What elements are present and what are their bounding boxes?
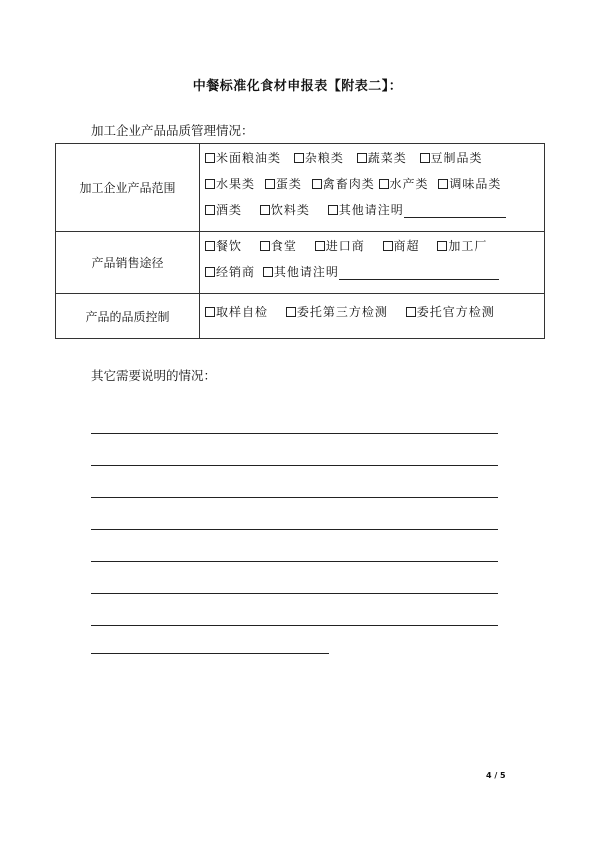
writing-line[interactable] (91, 529, 498, 530)
checkbox-option[interactable]: 委托官方检测 (406, 304, 495, 320)
checkbox-icon[interactable] (263, 267, 273, 277)
option-line (205, 202, 540, 228)
row-label: 产品销售途径 (56, 232, 200, 294)
checkbox-icon[interactable] (286, 307, 296, 317)
option-line (205, 304, 540, 330)
writing-line[interactable] (91, 433, 498, 434)
section-intro: 加工企业产品品质管理情况： (91, 123, 254, 138)
checkbox-icon[interactable] (420, 153, 430, 163)
checkbox-option[interactable]: 餐饮 (205, 238, 242, 254)
checkbox-icon[interactable] (328, 205, 338, 215)
checkbox-option[interactable]: 杂粮类 (294, 150, 344, 166)
option-line (205, 238, 540, 264)
checkbox-icon[interactable] (379, 179, 389, 189)
table-row (56, 144, 545, 232)
option-line (205, 150, 540, 176)
page-number: 4 / 5 (486, 771, 506, 780)
row-label: 产品的品质控制 (56, 294, 200, 339)
other-notes-label: 其它需要说明的情况： (91, 368, 217, 383)
checkbox-icon[interactable] (260, 241, 270, 251)
checkbox-option[interactable]: 取样自检 (205, 304, 268, 320)
checkbox-icon[interactable] (205, 241, 215, 251)
writing-line[interactable] (91, 561, 498, 562)
page-title: 中餐标准化食材申报表【附表二】： (192, 79, 403, 94)
writing-line[interactable] (91, 625, 498, 626)
checkbox-option[interactable]: 其他请注明 (328, 202, 404, 218)
checkbox-option[interactable]: 商超 (383, 238, 420, 254)
checkbox-option[interactable]: 米面粮油类 (205, 150, 281, 166)
writing-line[interactable] (91, 465, 498, 466)
checkbox-option[interactable]: 水产类 (379, 176, 429, 192)
checkbox-icon[interactable] (438, 179, 448, 189)
checkbox-option[interactable]: 豆制品类 (420, 150, 483, 166)
table-row (56, 232, 545, 294)
checkbox-option[interactable]: 蔬菜类 (357, 150, 407, 166)
checkbox-icon[interactable] (205, 307, 215, 317)
table-row (56, 294, 545, 339)
row-options (200, 294, 545, 339)
checkbox-icon[interactable] (312, 179, 322, 189)
checkbox-icon[interactable] (205, 267, 215, 277)
checkbox-option[interactable]: 其他请注明 (263, 264, 339, 280)
writing-line[interactable] (91, 593, 498, 594)
checkbox-icon[interactable] (265, 179, 275, 189)
checkbox-option[interactable]: 经销商 (205, 264, 255, 280)
checkbox-icon[interactable] (205, 153, 215, 163)
writing-line[interactable] (91, 653, 329, 654)
checkbox-icon[interactable] (437, 241, 447, 251)
writing-line[interactable] (91, 497, 498, 498)
checkbox-option[interactable]: 委托第三方检测 (286, 304, 388, 320)
checkbox-icon[interactable] (357, 153, 367, 163)
row-options (200, 144, 545, 232)
checkbox-option[interactable]: 酒类 (205, 202, 242, 218)
checkbox-icon[interactable] (383, 241, 393, 251)
fill-in-blank[interactable] (404, 204, 506, 218)
row-options (200, 232, 545, 294)
checkbox-icon[interactable] (315, 241, 325, 251)
checkbox-icon[interactable] (294, 153, 304, 163)
checkbox-option[interactable]: 禽畜肉类 (312, 176, 375, 192)
fill-in-blank[interactable] (339, 266, 499, 280)
checkbox-option[interactable]: 蛋类 (265, 176, 302, 192)
checkbox-option[interactable]: 调味品类 (438, 176, 501, 192)
checkbox-option[interactable]: 进口商 (315, 238, 365, 254)
checkbox-icon[interactable] (406, 307, 416, 317)
row-label: 加工企业产品范围 (56, 144, 200, 232)
checkbox-icon[interactable] (260, 205, 270, 215)
checkbox-option[interactable]: 加工厂 (437, 238, 487, 254)
checkbox-option[interactable]: 食堂 (260, 238, 297, 254)
quality-table (55, 143, 545, 339)
option-line (205, 176, 540, 202)
checkbox-option[interactable]: 饮料类 (260, 202, 310, 218)
checkbox-option[interactable]: 水果类 (205, 176, 255, 192)
option-line (205, 264, 540, 290)
checkbox-icon[interactable] (205, 205, 215, 215)
checkbox-icon[interactable] (205, 179, 215, 189)
